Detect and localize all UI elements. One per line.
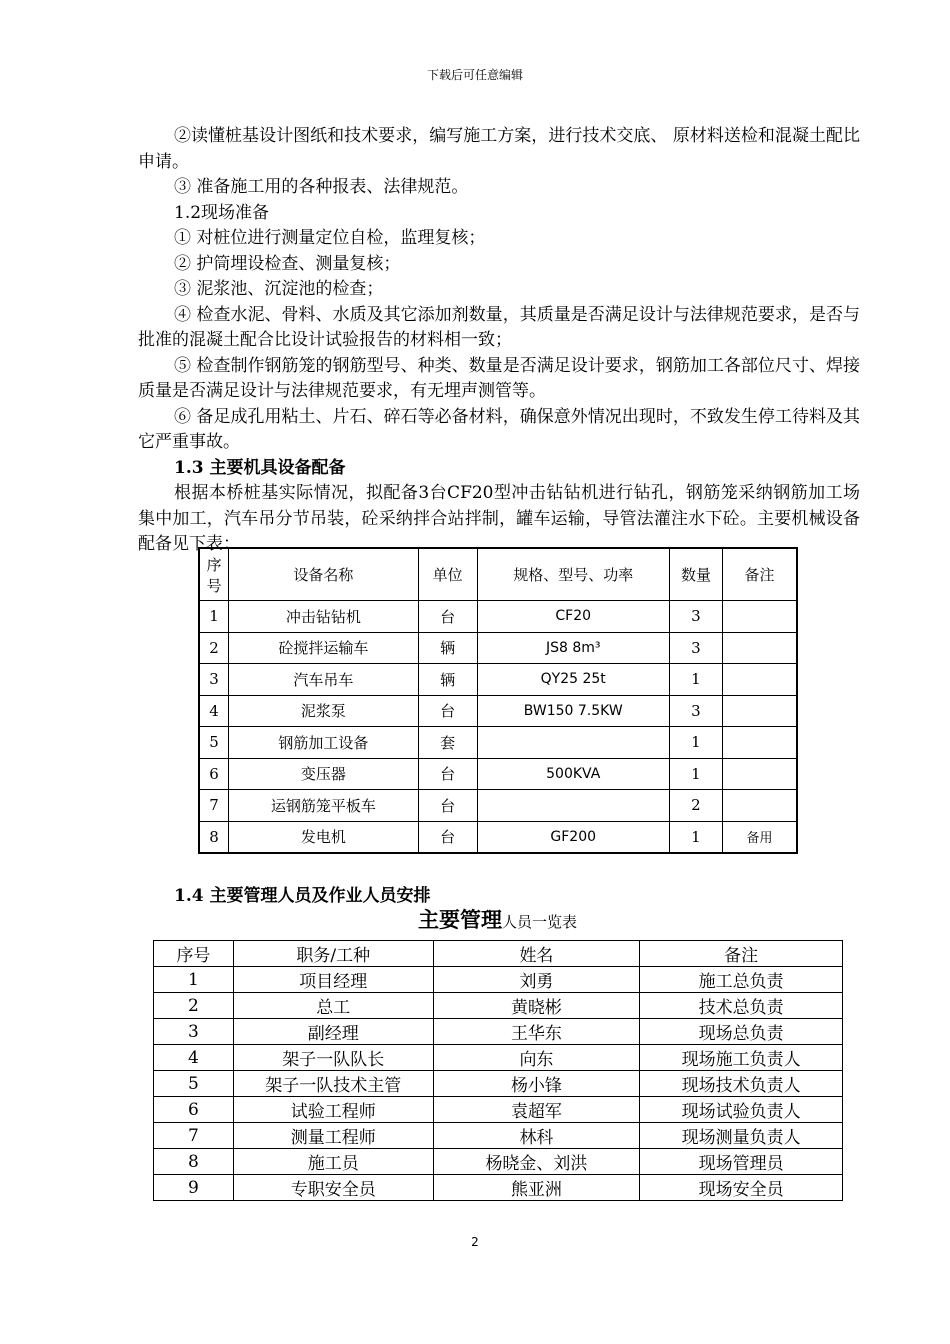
table-row bbox=[199, 695, 797, 727]
table-cell: 辆 bbox=[418, 664, 477, 696]
header-cell: 规格、型号、功率 bbox=[477, 548, 669, 601]
table-row bbox=[199, 632, 797, 664]
table-row bbox=[199, 601, 797, 633]
table-row bbox=[199, 821, 797, 853]
table-cell: 钢筋加工设备 bbox=[229, 727, 418, 759]
table-cell: 9 bbox=[154, 1175, 234, 1201]
table-row bbox=[154, 1123, 843, 1149]
table-cell: 现场技术负责人 bbox=[640, 1071, 843, 1097]
table-row bbox=[154, 1175, 843, 1201]
table-cell bbox=[722, 632, 797, 664]
table-cell: 施工总负责 bbox=[640, 967, 843, 993]
table-cell: 总工 bbox=[233, 993, 433, 1019]
table-cell: 7 bbox=[199, 790, 229, 822]
table-cell: 变压器 bbox=[229, 758, 418, 790]
table-row bbox=[154, 1045, 843, 1071]
table-cell: 台 bbox=[418, 601, 477, 633]
table-header-row bbox=[154, 941, 843, 967]
table-cell: 1 bbox=[154, 967, 234, 993]
table-cell: 5 bbox=[154, 1071, 234, 1097]
table-cell: 1 bbox=[669, 758, 722, 790]
paragraph: ④ 检查水泥、骨料、水质及其它添加剂数量，其质量是否满足设计与法律规范要求，是否与批准的混凝土配合比设计试验报告的材料相一致； bbox=[138, 304, 860, 350]
table-cell: GF200 bbox=[477, 821, 669, 853]
section-heading: 1.4 主要管理人员及作业人员安排 bbox=[174, 886, 431, 906]
paragraph: 根据本桥桩基实际情况，拟配备3台CF20型冲击钻钻机进行钻孔，钢筋笼采纳钢筋加工场集中加工，汽车吊分节吊装，砼采纳拌合站拌制，罐车运输，导管法灌注水下砼。主要机械设备配备见下表： bbox=[138, 483, 860, 554]
table-row bbox=[154, 1149, 843, 1175]
paragraph: ⑥ 备足成孔用粘土、片石、碎石等必备材料，确保意外情况出现时，不致发生停工待料及其它严重事故。 bbox=[138, 406, 860, 452]
table-cell: 2 bbox=[199, 632, 229, 664]
table-cell: 袁超军 bbox=[433, 1097, 640, 1123]
table-row bbox=[154, 967, 843, 993]
table-cell: 1 bbox=[669, 727, 722, 759]
table-cell: JS8 8m³ bbox=[477, 632, 669, 664]
paragraph: ② 护筒埋设检查、测量复核； bbox=[174, 253, 401, 274]
table-cell: 2 bbox=[669, 790, 722, 822]
paragraph: ① 对桩位进行测量定位自检，监理复核； bbox=[174, 228, 486, 248]
table-cell: 专职安全员 bbox=[233, 1175, 433, 1201]
table-cell: CF20 bbox=[477, 601, 669, 633]
section-heading: 1.3 主要机具设备配备 bbox=[174, 457, 346, 478]
header-cell: 职务/工种 bbox=[233, 941, 433, 967]
table-cell: 砼搅拌运输车 bbox=[229, 632, 418, 664]
table-cell: 现场安全员 bbox=[640, 1175, 843, 1201]
table-cell bbox=[477, 790, 669, 822]
table-cell: 1 bbox=[669, 664, 722, 696]
paragraph: ⑤ 检查制作钢筋笼的钢筋型号、种类、数量是否满足设计要求，钢筋加工各部位尺寸、焊接质量是否满足设计与法律规范要求，有无埋声测管等。 bbox=[138, 355, 860, 401]
table-cell: 架子一队队长 bbox=[233, 1045, 433, 1071]
table-cell: 运钢筋笼平板车 bbox=[229, 790, 418, 822]
table-cell: 泥浆泵 bbox=[229, 695, 418, 727]
table-cell bbox=[722, 664, 797, 696]
table-cell: 3 bbox=[669, 695, 722, 727]
table-cell: 8 bbox=[154, 1149, 234, 1175]
equipment-table bbox=[198, 547, 798, 854]
table-cell: 3 bbox=[199, 664, 229, 696]
staff-table bbox=[153, 940, 843, 1201]
table-row bbox=[154, 993, 843, 1019]
table-cell: 4 bbox=[199, 695, 229, 727]
table-row bbox=[199, 790, 797, 822]
table-cell: 汽车吊车 bbox=[229, 664, 418, 696]
table-cell: 测量工程师 bbox=[233, 1123, 433, 1149]
header-cell: 数量 bbox=[669, 548, 722, 601]
table-cell: 备用 bbox=[722, 821, 797, 853]
table-cell bbox=[722, 727, 797, 759]
header-cell: 设备名称 bbox=[229, 548, 418, 601]
table-cell: 台 bbox=[418, 758, 477, 790]
table-cell: 现场试验负责人 bbox=[640, 1097, 843, 1123]
paragraph: ②读懂桩基设计图纸和技术要求，编写施工方案，进行技术交底、 原材料送检和混凝土配比申请。 bbox=[138, 126, 860, 172]
table-row bbox=[154, 1071, 843, 1097]
table-cell: 1 bbox=[199, 601, 229, 633]
table-cell: 3 bbox=[669, 632, 722, 664]
table-cell: 向东 bbox=[433, 1045, 640, 1071]
table-cell: 500KVA bbox=[477, 758, 669, 790]
table-cell bbox=[477, 727, 669, 759]
table-cell: 林科 bbox=[433, 1123, 640, 1149]
table-cell: 试验工程师 bbox=[233, 1097, 433, 1123]
table-cell: 副经理 bbox=[233, 1019, 433, 1045]
header-cell: 备注 bbox=[640, 941, 843, 967]
table-cell bbox=[722, 790, 797, 822]
header-cell: 单位 bbox=[418, 548, 477, 601]
table-cell: BW150 7.5KW bbox=[477, 695, 669, 727]
table-cell: 套 bbox=[418, 727, 477, 759]
table-cell: 7 bbox=[154, 1123, 234, 1149]
table-cell: 杨晓金、刘洪 bbox=[433, 1149, 640, 1175]
table-cell: 刘勇 bbox=[433, 967, 640, 993]
table-row bbox=[154, 1097, 843, 1123]
table-cell: 项目经理 bbox=[233, 967, 433, 993]
page-number: 2 bbox=[471, 1235, 479, 1249]
table-cell: 王华东 bbox=[433, 1019, 640, 1045]
staff-title-large: 主要管理 bbox=[417, 907, 502, 932]
paragraph: ③ 泥浆池、沉淀池的检查； bbox=[174, 279, 384, 299]
table-cell: 现场测量负责人 bbox=[640, 1123, 843, 1149]
table-cell: 1 bbox=[669, 821, 722, 853]
table-row bbox=[199, 758, 797, 790]
table-row bbox=[199, 727, 797, 759]
table-cell: 3 bbox=[669, 601, 722, 633]
header-cell: 备注 bbox=[722, 548, 797, 601]
table-cell: 现场施工负责人 bbox=[640, 1045, 843, 1071]
table-cell: 现场管理员 bbox=[640, 1149, 843, 1175]
table-cell: QY25 25t bbox=[477, 664, 669, 696]
table-cell: 技术总负责 bbox=[640, 993, 843, 1019]
table-cell: 发电机 bbox=[229, 821, 418, 853]
table-cell: 台 bbox=[418, 790, 477, 822]
table-header-row bbox=[199, 548, 797, 601]
table-cell: 4 bbox=[154, 1045, 234, 1071]
table-cell: 黄晓彬 bbox=[433, 993, 640, 1019]
table-cell: 6 bbox=[154, 1097, 234, 1123]
paragraph: ③ 准备施工用的各种报表、法律规范。 bbox=[174, 177, 469, 197]
header-cell: 序号 bbox=[199, 548, 229, 601]
subheading: 1.2现场准备 bbox=[174, 202, 270, 223]
table-cell: 现场总负责 bbox=[640, 1019, 843, 1045]
table-cell: 6 bbox=[199, 758, 229, 790]
body-text bbox=[138, 124, 860, 558]
table-cell: 施工员 bbox=[233, 1149, 433, 1175]
table-cell: 熊亚洲 bbox=[433, 1175, 640, 1201]
table-cell: 3 bbox=[154, 1019, 234, 1045]
table-row bbox=[199, 664, 797, 696]
table-cell bbox=[722, 758, 797, 790]
table-row bbox=[154, 1019, 843, 1045]
table-cell: 杨小锋 bbox=[433, 1071, 640, 1097]
table-cell: 8 bbox=[199, 821, 229, 853]
table-cell: 5 bbox=[199, 727, 229, 759]
table-cell: 冲击钻钻机 bbox=[229, 601, 418, 633]
staff-title-small: 人员一览表 bbox=[501, 913, 577, 931]
table-cell: 2 bbox=[154, 993, 234, 1019]
table-cell bbox=[722, 601, 797, 633]
table-cell: 架子一队技术主管 bbox=[233, 1071, 433, 1097]
table-cell: 台 bbox=[418, 695, 477, 727]
staff-table-title bbox=[0, 904, 950, 934]
table-cell: 台 bbox=[418, 821, 477, 853]
table-cell: 辆 bbox=[418, 632, 477, 664]
page-header: 下载后可任意编辑 bbox=[426, 68, 523, 82]
table-cell bbox=[722, 695, 797, 727]
header-cell: 姓名 bbox=[433, 941, 640, 967]
header-cell: 序号 bbox=[154, 941, 234, 967]
